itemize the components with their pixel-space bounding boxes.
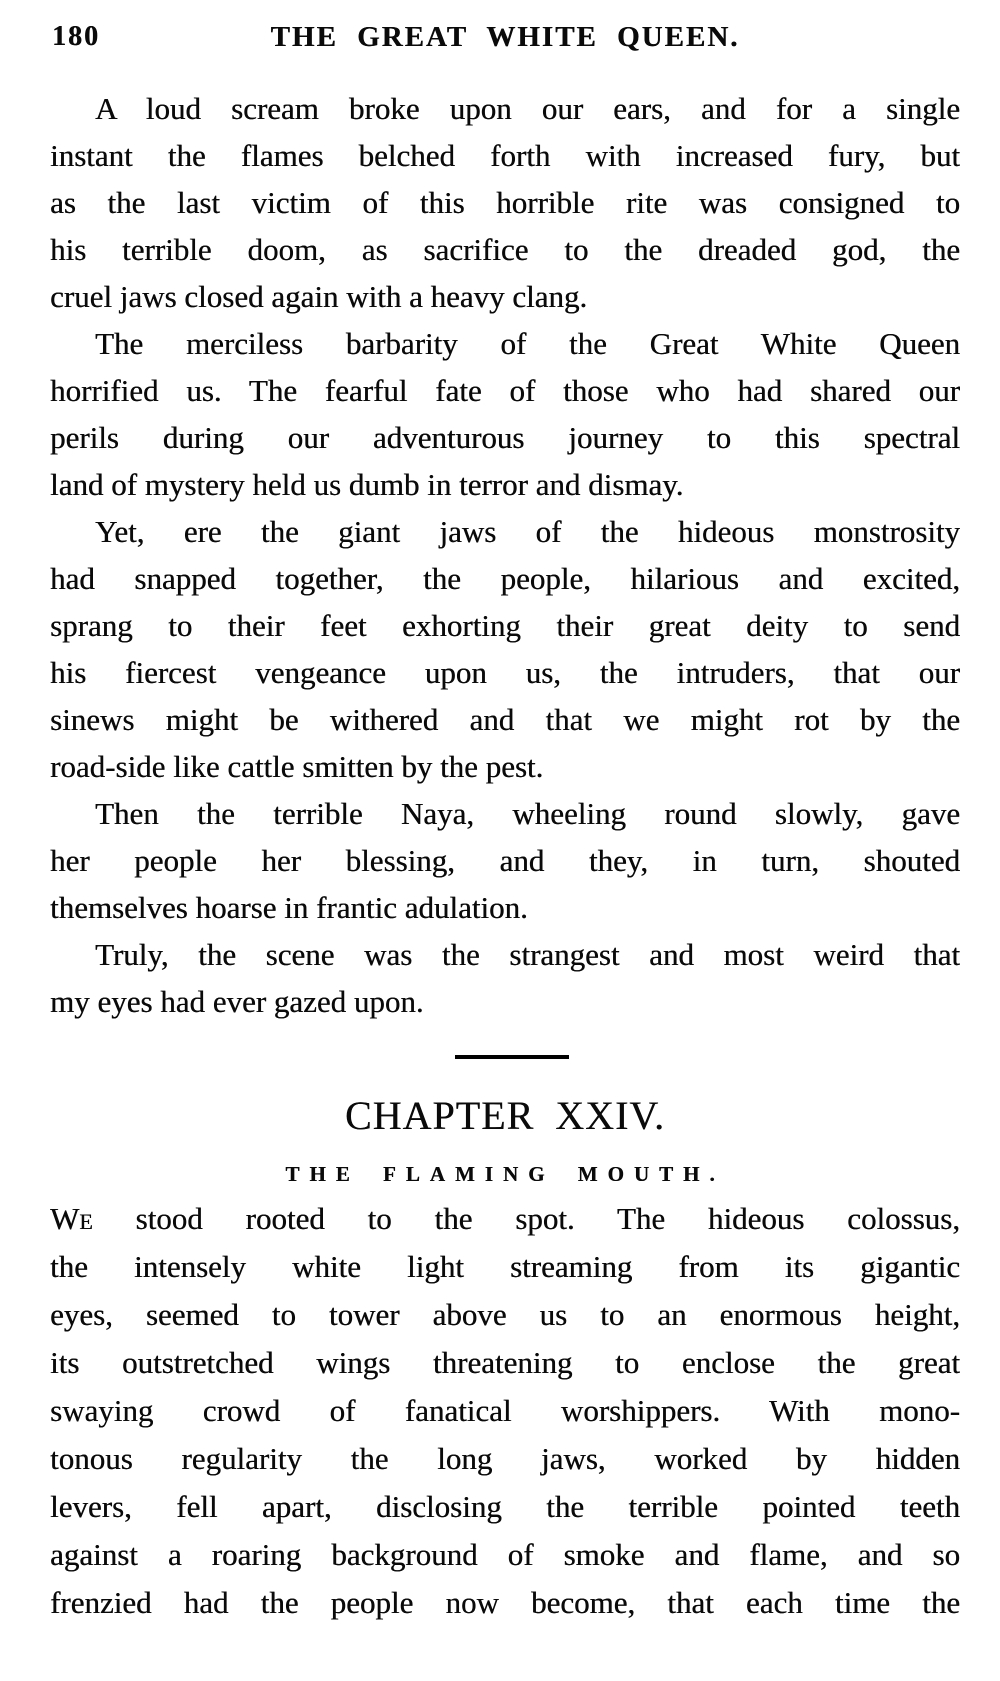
text-line: levers, fell apart, disclosing the terrible pointed teeth: [50, 1489, 960, 1524]
text-line: land of mystery held us dumb in terror and dismay.: [50, 467, 684, 502]
text-line: tonous regularity the long jaws, worked by hidden: [50, 1441, 960, 1476]
text-line: [50, 1195, 960, 1243]
text-line-rest: stood rooted to the spot. The hideous colossus,: [135, 1201, 960, 1236]
text-line: his terrible doom, as sacrifice to the dreaded god, the: [50, 232, 960, 267]
text-line: cruel jaws closed again with a heavy clang.: [50, 279, 588, 314]
section-divider-rule: [455, 1055, 569, 1059]
text-line: themselves hoarse in frantic adulation.: [50, 890, 528, 925]
text-line: A loud scream broke upon our ears, and for a single: [95, 91, 960, 126]
text-line: the intensely white light streaming from its gigantic: [50, 1249, 960, 1284]
chapter-subheading: THE FLAMING MOUTH.: [285, 1162, 725, 1186]
text-line: sprang to their feet exhorting their great deity to send: [50, 608, 960, 643]
text-line: instant the flames belched forth with increased fury, but: [50, 138, 960, 173]
paragraph-3: [50, 508, 960, 790]
chapter-heading: CHAPTER XXIV.: [344, 1093, 666, 1138]
running-title: THE GREAT WHITE QUEEN.: [270, 21, 740, 53]
text-line: swaying crowd of fanatical worshippers. With mono-: [50, 1393, 960, 1428]
text-line: perils during our adventurous journey to this spectral: [50, 420, 960, 455]
text-line: eyes, seemed to tower above us to an enormous height,: [50, 1297, 960, 1332]
paragraph-5: [50, 931, 960, 1025]
page-header: [50, 20, 960, 54]
text-line: against a roaring background of smoke and flame, and so: [50, 1537, 960, 1572]
text-line: as the last victim of this horrible rite was consigned to: [50, 185, 960, 220]
chapter-opening-text: [50, 1195, 960, 1627]
page-number: 180: [52, 21, 100, 52]
text-line: her people her blessing, and they, in turn, shouted: [50, 843, 960, 878]
text-line: The merciless barbarity of the Great White Queen: [95, 326, 960, 361]
text-line: horrified us. The fearful fate of those who had shared our: [50, 373, 960, 408]
text-line: frenzied had the people now become, that each time the: [50, 1585, 960, 1620]
text-line: sinews might be withered and that we might rot by the: [50, 702, 960, 737]
text-line: had snapped together, the people, hilarious and excited,: [50, 561, 960, 596]
page-text-block: [50, 85, 960, 1025]
text-line: my eyes had ever gazed upon.: [50, 984, 424, 1019]
text-line: his fiercest vengeance upon us, the intruders, that our: [50, 655, 960, 690]
paragraph-2: [50, 320, 960, 508]
chapter-lead-word: We: [50, 1201, 93, 1236]
text-line: Then the terrible Naya, wheeling round slowly, gave: [95, 796, 960, 831]
text-line: its outstretched wings threatening to enclose the great: [50, 1345, 960, 1380]
paragraph-4: [50, 790, 960, 931]
paragraph-1: [50, 85, 960, 320]
text-line: Yet, ere the giant jaws of the hideous monstrosity: [95, 514, 960, 549]
text-line: road-side like cattle smitten by the pest.: [50, 749, 544, 784]
paragraph-6: [50, 1195, 960, 1627]
text-line: Truly, the scene was the strangest and most weird that: [95, 937, 960, 972]
